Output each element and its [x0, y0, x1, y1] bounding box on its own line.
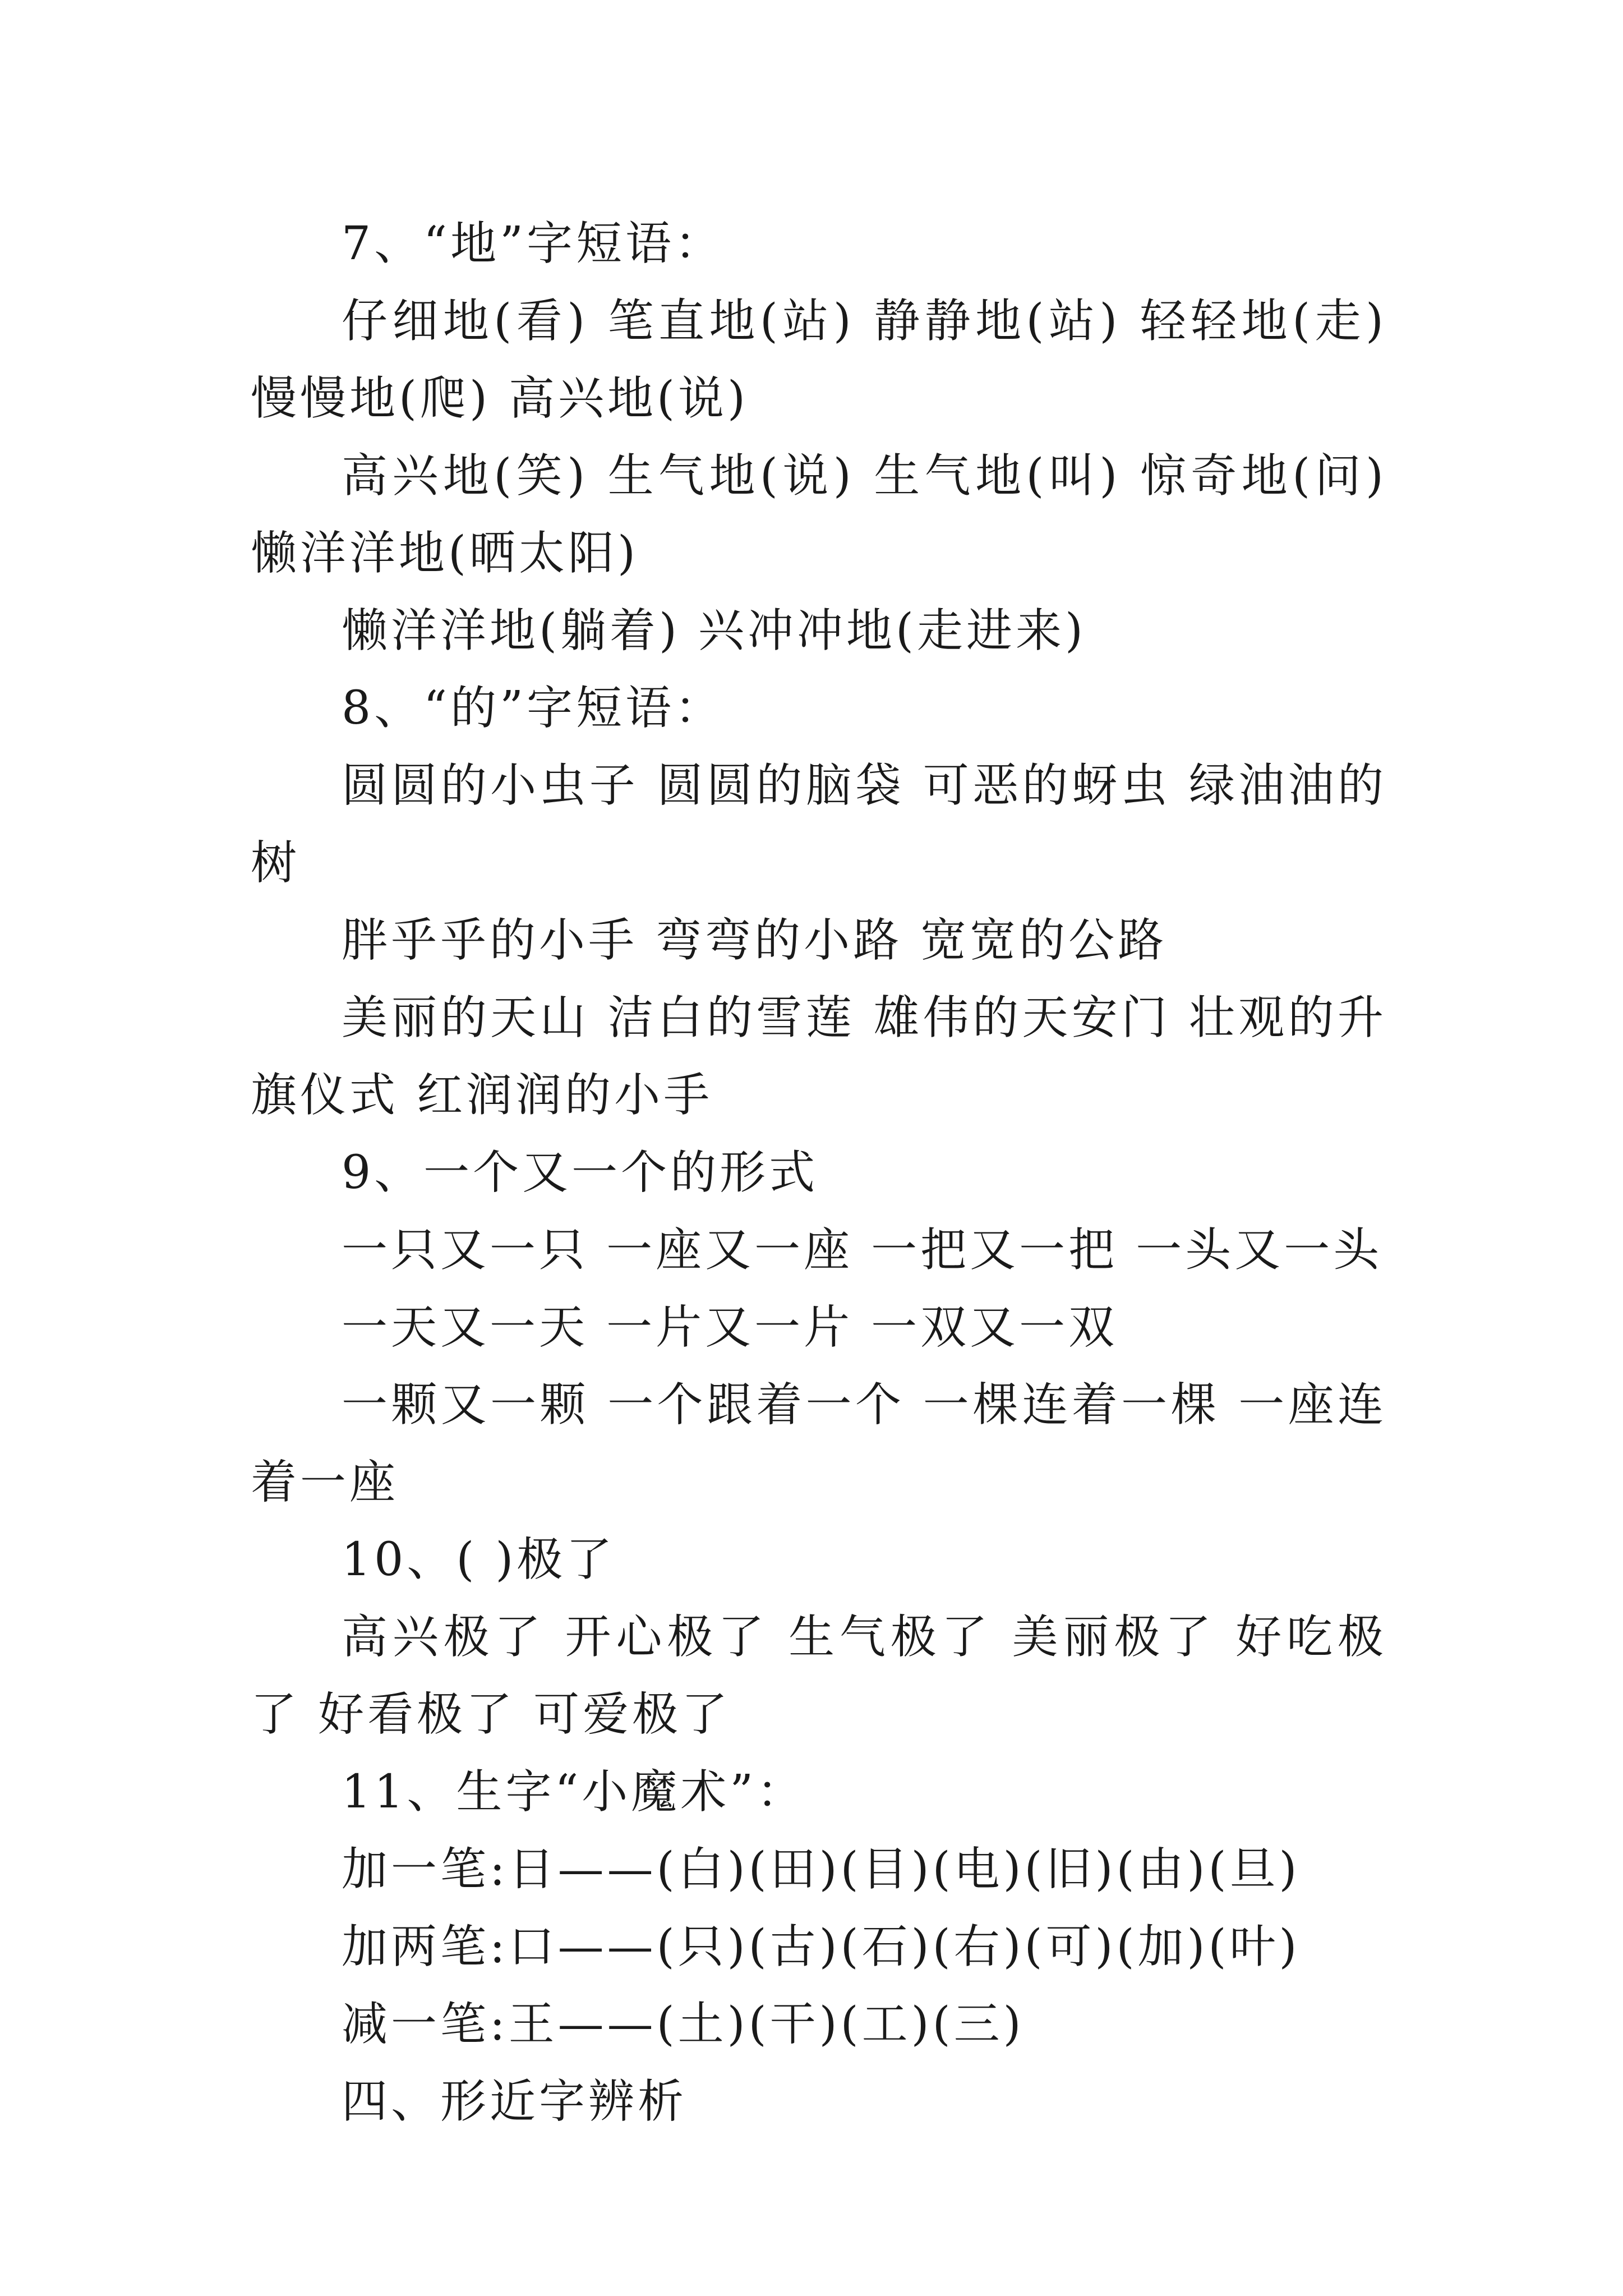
paragraph: 美丽的天山 洁白的雪莲 雄伟的天安门 壮观的升旗仪式 红润润的小手 [251, 991, 1387, 1122]
paragraph: 一颗又一颗 一个跟着一个 一棵连着一棵 一座连着一座 [251, 1378, 1387, 1509]
paragraph: 一只又一只 一座又一座 一把又一把 一头又一头 [342, 1223, 1383, 1277]
paragraph: 高兴地(笑) 生气地(说) 生气地(叫) 惊奇地(问) 懒洋洋地(晒太阳) [251, 449, 1387, 580]
section-heading-de-attributive-phrases: 8、“的”字短语： [342, 682, 725, 735]
paragraph: 加两笔:口——(只)(古)(石)(右)(可)(加)(叶) [342, 1920, 1301, 1973]
section-heading-character-magic: 11、生字“小魔术”： [342, 1765, 806, 1819]
paragraph: 加一笔:日——(白)(田)(目)(电)(旧)(由)(旦) [342, 1843, 1301, 1896]
paragraph: 懒洋洋地(躺着) 兴冲冲地(走进来) [342, 604, 1087, 657]
document-body [251, 205, 1387, 2141]
paragraph: 一天又一天 一片又一片 一双又一双 [342, 1301, 1118, 1354]
paragraph: 胖乎乎的小手 弯弯的小路 宽宽的公路 [342, 914, 1168, 967]
section-heading-extremely: 10、( )极了 [342, 1533, 616, 1586]
paragraph: 高兴极了 开心极了 生气极了 美丽极了 好吃极了 好看极了 可爱极了 [251, 1611, 1387, 1741]
paragraph: 圆圆的小虫子 圆圆的脑袋 可恶的蚜虫 绿油油的树 [251, 759, 1387, 890]
paragraph: 仔细地(看) 笔直地(站) 静静地(站) 轻轻地(走) 慢慢地(爬) 高兴地(说) [251, 295, 1387, 425]
section-heading-similar-characters: 四、形近字辨析 [342, 2075, 688, 2128]
section-heading-de-phrases: 7、“地”字短语： [342, 217, 725, 270]
paragraph: 减一笔:王——(土)(干)(工)(三) [342, 1998, 1025, 2051]
section-heading-one-after-another: 9、一个又一个的形式 [342, 1146, 819, 1199]
